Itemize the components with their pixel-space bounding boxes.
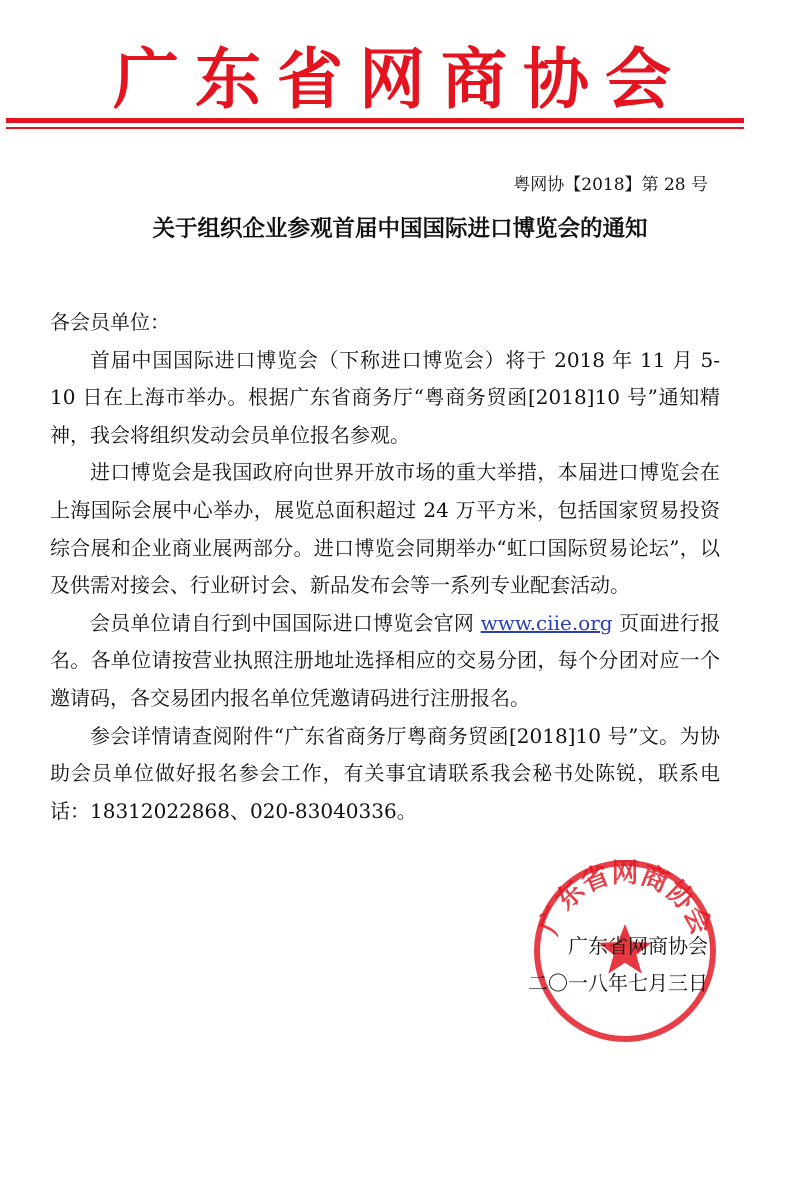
paragraph-3 [50,605,720,718]
paragraph-4: 参会详情请查阅附件“广东省商务厅粤商务贸函[2018]10 号”文。为协助会员单位做好报名参会工作，有关事宜请联系我会秘书处陈锐，联系电话：18312022868、020-83040336。 [50,723,720,823]
masthead-rule-thick [6,118,744,123]
document-title: 关于组织企业参观首届中国国际进口博览会的通知 [152,216,648,242]
signature-org: 广东省网商协会 [568,934,708,958]
masthead-org-name: 广东省网商协会 [113,41,687,118]
masthead-rule-thin [6,127,744,129]
paragraph-3-before-link: 会员单位请自行到中国国际进口博览会官网 [90,610,481,635]
paragraph-2: 进口博览会是我国政府向世界开放市场的重大举措，本届进口博览会在上海国际会展中心举办，展览总面积超过 24 万平方米，包括国家贸易投资综合展和企业商业展两部分。进口博览会同期举办“虹口国际贸易论坛”，以及供需对接会、行业研讨会、新品发布会等一系列专业配套活动。 [50,460,720,598]
document-number: 粤网协【2018】第 28 号 [513,175,708,195]
signature-date: 二〇一八年七月三日 [528,971,708,995]
seal-arc-text: 广东省网商协会 [533,858,717,940]
salutation: 各会员单位： [50,310,170,334]
ciie-website-link[interactable]: www.ciie.org [480,610,613,635]
paragraph-3-after-link: 页面进行报名。各单位请按营业执照注册地址选择相应的交易分团，每个分团对应一个邀请码，各交易团内报名单位凭邀请码进行注册报名。 [50,610,721,710]
document-body [50,304,720,830]
signature-block [528,928,708,1002]
paragraph-1: 首届中国国际进口博览会（下称进口博览会）将于 2018 年 11 月 5-10 日在上海市举办。根据广东省商务厅“粤商务贸函[2018]10 号”通知精神，我会将组织发动会员单位报名参观。 [50,347,720,447]
